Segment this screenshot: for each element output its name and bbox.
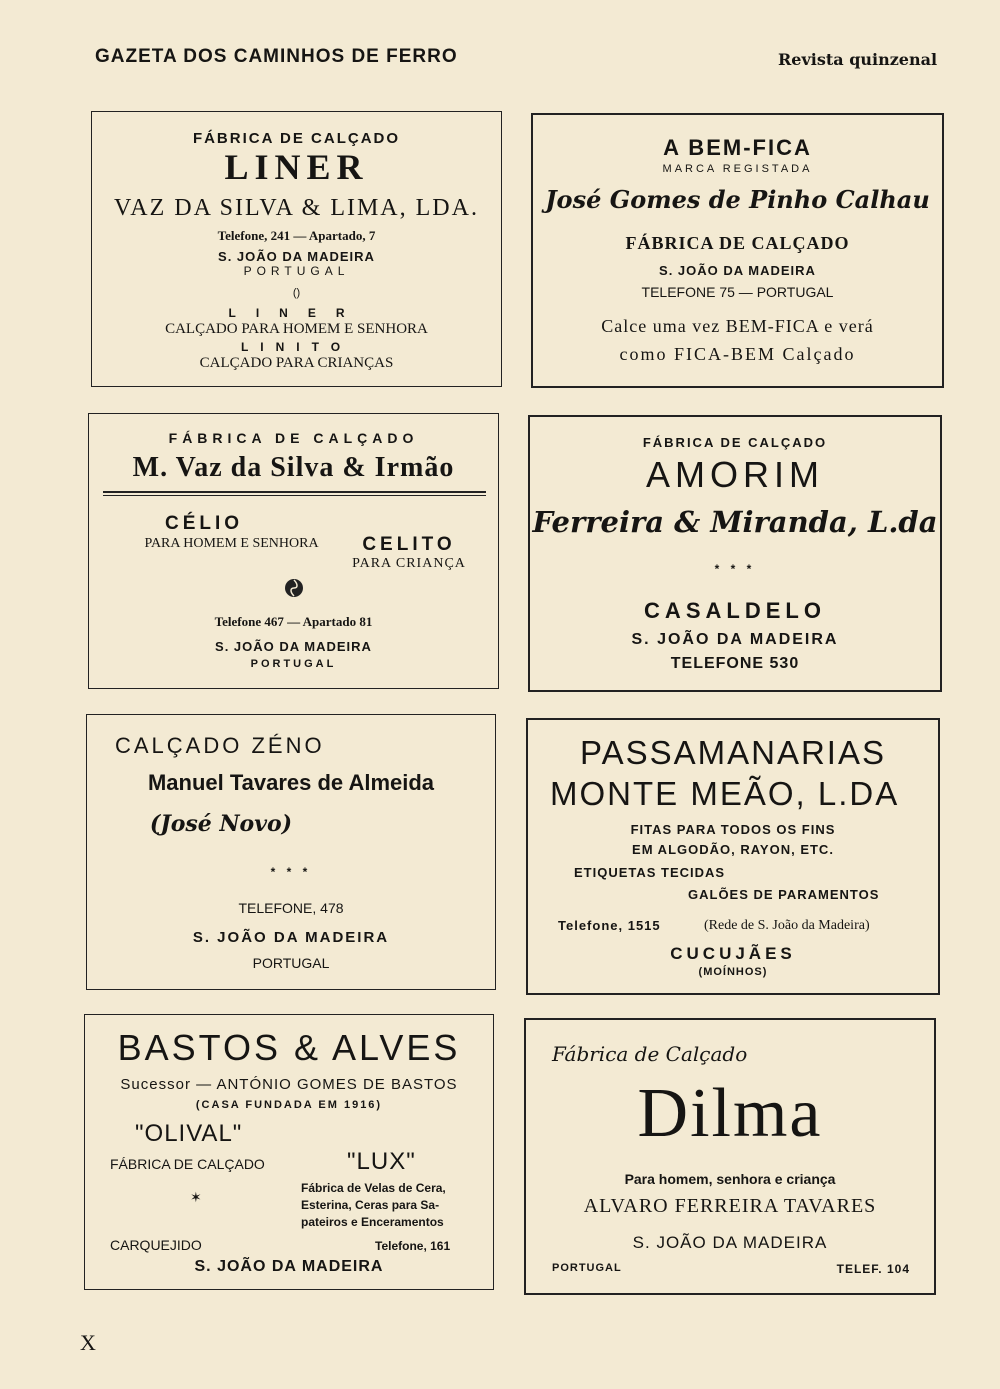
ad-vaz-irmao-city: S. JOÃO DA MADEIRA	[215, 639, 372, 654]
ad-passamanarias-line1: PASSAMANARIAS	[580, 734, 886, 771]
ad-vaz-irmao-country: PORTUGAL	[250, 658, 337, 670]
ad-passamanarias-l6: GALÕES DE PARAMENTOS	[688, 887, 880, 902]
ad-bastos-ornament-icon: ✶	[190, 1189, 202, 1205]
ad-passamanarias-l3: FITAS PARA TODOS OS FINS	[630, 822, 836, 837]
ad-vaz-irmao-rule	[103, 491, 486, 493]
ad-liner-brand2: LINER	[228, 306, 365, 320]
ad-bastos-w1: Fábrica de Velas de Cera,	[301, 1181, 446, 1195]
ad-dilma-top: Fábrica de Calçado	[552, 1042, 748, 1066]
ad-bastos-city: S. JOÃO DA MADEIRA	[194, 1258, 384, 1275]
ad-passamanarias-l5: ETIQUETAS TECIDAS	[574, 865, 726, 880]
ad-vaz-irmao-phone: Telefone 467 — Apartado 81	[214, 614, 373, 629]
ad-bastos-brand2: "LUX"	[347, 1148, 416, 1175]
ad-bastos-w2: Esterina, Ceras para Sa-	[301, 1198, 440, 1212]
ad-liner-desc2: CALÇADO PARA HOMEM E SENHORA	[165, 321, 428, 337]
ad-vaz-irmao-brand2: CELITO	[362, 534, 456, 555]
ad-zeno	[86, 714, 496, 990]
ad-liner-phone: Telefone, 241 — Apartado, 7	[217, 228, 376, 243]
ad-liner-country: PORTUGAL	[243, 264, 350, 278]
ad-passamanarias-phone-note: (Rede de S. João da Madeira)	[704, 918, 870, 933]
ad-passamanarias-phone-label: Telefone, 1515	[558, 918, 661, 933]
ad-liner-top: FÁBRICA DE CALÇADO	[192, 130, 401, 147]
ad-amorim-brand: AMORIM	[646, 454, 824, 495]
ad-amorim-company: Ferreira & Miranda, L.da	[532, 505, 938, 539]
ad-bastos	[84, 1014, 494, 1290]
ad-vaz-irmao-desc1: PARA HOMEM E SENHORA	[144, 536, 319, 551]
ad-vaz-irmao	[88, 413, 499, 689]
ad-dilma-desc: Para homem, senhora e criança	[624, 1171, 836, 1187]
ad-zeno-owner: Manuel Tavares de Almeida	[147, 770, 435, 795]
ad-bastos-phone: Telefone, 161	[375, 1239, 451, 1253]
ad-bemfica-factory: FÁBRICA DE CALÇADO	[625, 233, 850, 253]
ad-vaz-irmao-company: M. Vaz da Silva & Irmão	[132, 452, 455, 483]
journal-subtitle: Revista quinzenal	[778, 50, 938, 69]
ad-amorim	[528, 415, 942, 692]
ad-vaz-irmao-swirl-icon	[89, 578, 498, 603]
ad-bastos-w3: pateiros e Enceramentos	[301, 1215, 444, 1229]
ad-amorim-place: CASALDELO	[644, 598, 826, 623]
ad-bastos-brand1: "OLIVAL"	[135, 1120, 243, 1147]
ad-liner-brand3: LINITO	[240, 340, 353, 354]
ad-passamanarias-l4: EM ALGODÃO, RAYON, ETC.	[632, 842, 834, 857]
ad-zeno-brand: CALÇADO ZÉNO	[115, 733, 325, 758]
ad-passamanarias-line2: MONTE MEÃO, L.DA	[550, 775, 900, 812]
ad-amorim-top: FÁBRICA DE CALÇADO	[642, 435, 828, 450]
ad-vaz-irmao-top: FÁBRICA DE CALÇADO	[168, 430, 419, 446]
ad-vaz-irmao-rule2	[103, 495, 486, 496]
ad-dilma-brand: Dilma	[637, 1075, 823, 1152]
ad-zeno-stars: * * *	[270, 865, 312, 879]
ad-bemfica-owner: José Gomes de Pinho Calhau	[545, 185, 930, 214]
ad-liner-brand: LINER	[224, 147, 369, 187]
ad-dilma-country: PORTUGAL	[552, 1262, 622, 1274]
ad-passamanarias-place: CUCUJÃES	[670, 944, 796, 963]
ad-passamanarias	[526, 718, 940, 995]
ad-amorim-phone: TELEFONE 530	[670, 655, 800, 672]
journal-title: GAZETA DOS CAMINHOS DE FERRO	[95, 46, 458, 67]
ad-zeno-country: PORTUGAL	[252, 955, 330, 971]
ad-liner-company: VAZ DA SILVA & LIMA, LDA.	[114, 195, 479, 221]
ad-dilma-owner: ALVARO FERREIRA TAVARES	[583, 1195, 877, 1217]
ad-bemfica-slogan1: Calce uma vez BEM-FICA e verá	[601, 316, 874, 336]
ad-bastos-factory: FÁBRICA DE CALÇADO	[110, 1156, 265, 1172]
ad-bemfica-registered: MARCA REGISTADA	[662, 163, 813, 175]
ad-zeno-city: S. JOÃO DA MADEIRA	[192, 929, 390, 946]
ad-passamanarias-sub: (MOÍNHOS)	[698, 966, 768, 978]
ad-bemfica-city: S. JOÃO DA MADEIRA	[659, 263, 816, 278]
ad-vaz-irmao-brand1: CÉLIO	[164, 513, 244, 534]
ad-bemfica-phone: TELEFONE 75 — PORTUGAL	[641, 284, 834, 300]
ad-dilma-phone: TELEF. 104	[836, 1262, 910, 1276]
ad-bemfica-slogan2: como FICA-BEM Calçado	[619, 344, 856, 364]
ad-zeno-phone: TELEFONE, 478	[238, 900, 344, 916]
ad-liner-desc3: CALÇADO PARA CRIANÇAS	[199, 355, 394, 371]
ad-bemfica-brand: A BEM-FICA	[663, 135, 812, 160]
ad-liner-city: S. JOÃO DA MADEIRA	[218, 249, 375, 264]
ad-liner-ornament: ()	[292, 287, 301, 299]
ad-zeno-alias: (José Novo)	[149, 811, 293, 837]
ad-amorim-city: S. JOÃO DA MADEIRA	[631, 631, 839, 648]
ad-liner	[91, 111, 502, 387]
ad-bastos-successor: Sucessor — ANTÓNIO GOMES DE BASTOS	[120, 1076, 458, 1093]
ad-vaz-irmao-desc2: PARA CRIANÇA	[352, 556, 466, 571]
ad-bastos-title: BASTOS & ALVES	[117, 1027, 461, 1068]
ad-bastos-place: CARQUEJIDO	[110, 1237, 202, 1253]
ad-bastos-founded: (CASA FUNDADA EM 1916)	[195, 1099, 383, 1111]
ad-dilma	[524, 1018, 936, 1295]
ad-bemfica	[531, 113, 944, 388]
ad-dilma-city: S. JOÃO DA MADEIRA	[632, 1233, 828, 1252]
page-number: X	[80, 1330, 96, 1355]
ad-amorim-stars: * * *	[714, 562, 756, 576]
